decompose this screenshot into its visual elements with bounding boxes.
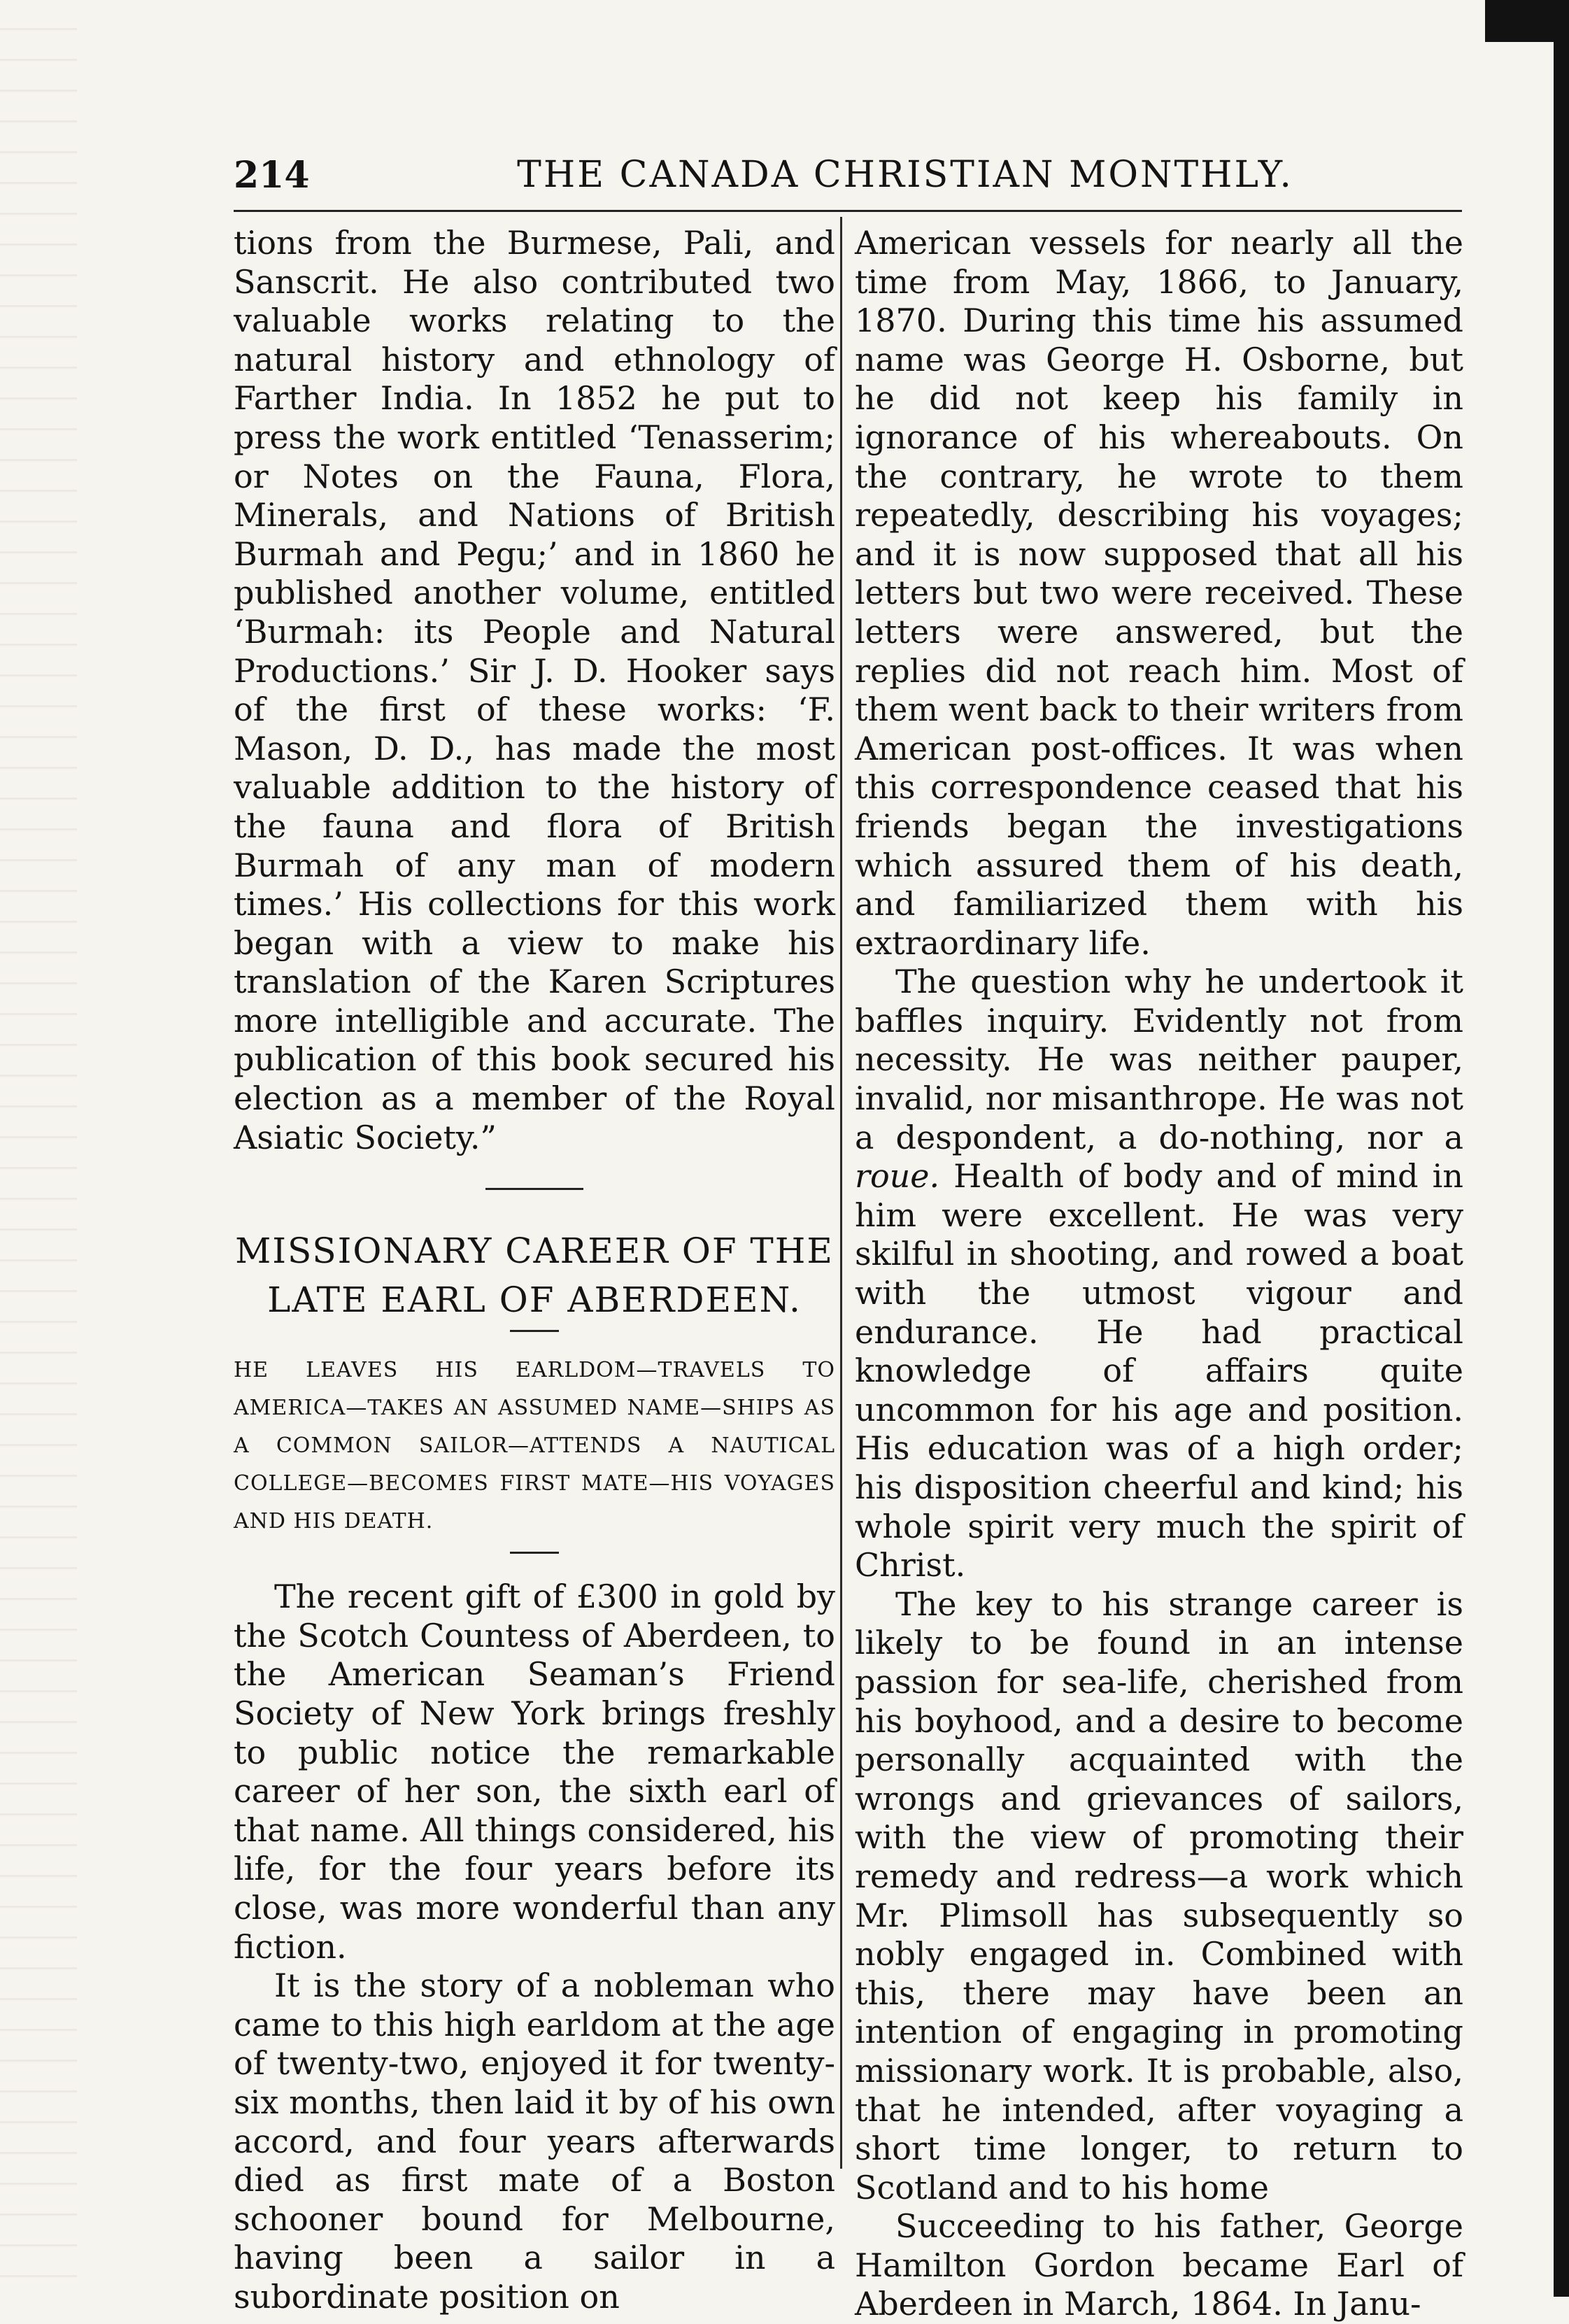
scan-corner-right [1485, 0, 1569, 42]
article-paragraph-6: Succeeding to his father, George Hamilton Gordon became Earl of Aberdeen in March, 1864. In Janu- [855, 2207, 1463, 2323]
synopsis-rule [510, 1552, 559, 1554]
page-number: 214 [234, 154, 310, 197]
article-paragraph-4 [855, 963, 1463, 1585]
column-divider [840, 217, 842, 2169]
scan-margin-right [1554, 0, 1569, 2297]
paragraph-4-text-b: Health of body and of mind in him were excellent. He was very skilful in shooting, and rowed a boat with the utmost vigour and endurance. He had practical knowledge of affairs quite uncommon for his age and position. His education was of a high order; his disposition cheerful and kind; his whole spirit very much the spirit of Christ. [855, 1157, 1463, 1585]
left-column [234, 224, 835, 2317]
article-heading: MISSIONARY CAREER OF THE LATE EARL OF ABERDEEN. [235, 1231, 834, 1321]
continued-paragraph: tions from the Burmese, Pali, and Sanscrit. He also contributed two valuable works relating to the natural history and ethnology of Farther India. In 1852 he put to press the work entitled ‘Tenasserim; or Notes on the Fauna, Flora, Minerals, and Nations of British Burmah and Pegu;’ and in 1860 he published another volume, entitled ‘Burmah: its People and Natural Productions.’ Sir J. D. Hooker says of the first of these works: ‘F. Mason, D. D., has made the most valuable addition to the history of the fauna and flora of British Burmah of any man of modern times.’ His collections for this work began with a view to make his translation of the Karen Scriptures more intelligible and accurate. The publication of this book secured his election as a member of the Royal Asiatic Society.” [234, 224, 835, 1156]
article-paragraph-1: The recent gift of £300 in gold by the Scotch Countess of Aberdeen, to the American Seaman’s Friend Society of New York brings freshly to public notice the remarkable career of her son, the sixth earl of that name. All things considered, his life, for the four years before its close, was more wonderful than any fiction. [234, 1578, 835, 1966]
article-paragraph-2: It is the story of a nobleman who came to this high earldom at the age of twenty-two, enjoyed it for twenty-six months, then laid it by of his own accord, and four years afterwards died as first mate of a Boston schooner bound for Melbourne, having been a sailor in a subordinate position on [234, 1967, 835, 2316]
header-rule [234, 210, 1462, 212]
scan-margin-left [0, 0, 77, 2297]
article-paragraph-5: The key to his strange career is likely to be found in an intense passion for sea-life, cherished from his boyhood, and a desire to become personally acquainted with the wrongs and grievances of sailors, with the view of promoting their remedy and redress—a work which Mr. Plimsoll has subsequently so nobly engaged in. Combined with this, there may have been an intention of engaging in promoting missionary work. It is probable, also, that he intended, after voyaging a short time longer, to return to Scotland and to his home [855, 1585, 1463, 2206]
article-paragraph-3: American vessels for nearly all the time from May, 1866, to January, 1870. During this time his assumed name was George H. Osborne, but he did not keep his family in ignorance of his whereabouts. On the contrary, he wrote to them repeatedly, describing his voyages; and it is now supposed that all his letters but two were received. These letters were answered, but the replies did not reach him. Most of them went back to their writers from American post-offices. It was when this correspondence ceased that his friends began the investigations which assured them of his death, and familiarized them with his extraordinary life. [855, 224, 1463, 962]
right-column [855, 224, 1463, 2324]
section-separator [485, 1188, 583, 1190]
italic-word-roue: roue. [855, 1157, 940, 1196]
heading-rule [510, 1330, 559, 1332]
article-synopsis: HE LEAVES HIS EARLDOM—TRAVELS TO AMERICA—TAKES AN ASSUMED NAME—SHIPS AS A COMMON SAILOR—ATTENDS A NAUTICAL COLLEGE—BECOMES FIRST MATE—HIS VOYAGES AND HIS DEATH. [234, 1358, 835, 1534]
paragraph-4-text-a: The question why he undertook it baffles inquiry. Evidently not from necessity. He was neither pauper, invalid, nor misanthrope. He was not a despondent, a do-nothing, nor a [855, 963, 1463, 1156]
running-title: THE CANADA CHRISTIAN MONTHLY. [517, 154, 1293, 196]
page-header [234, 154, 1451, 203]
